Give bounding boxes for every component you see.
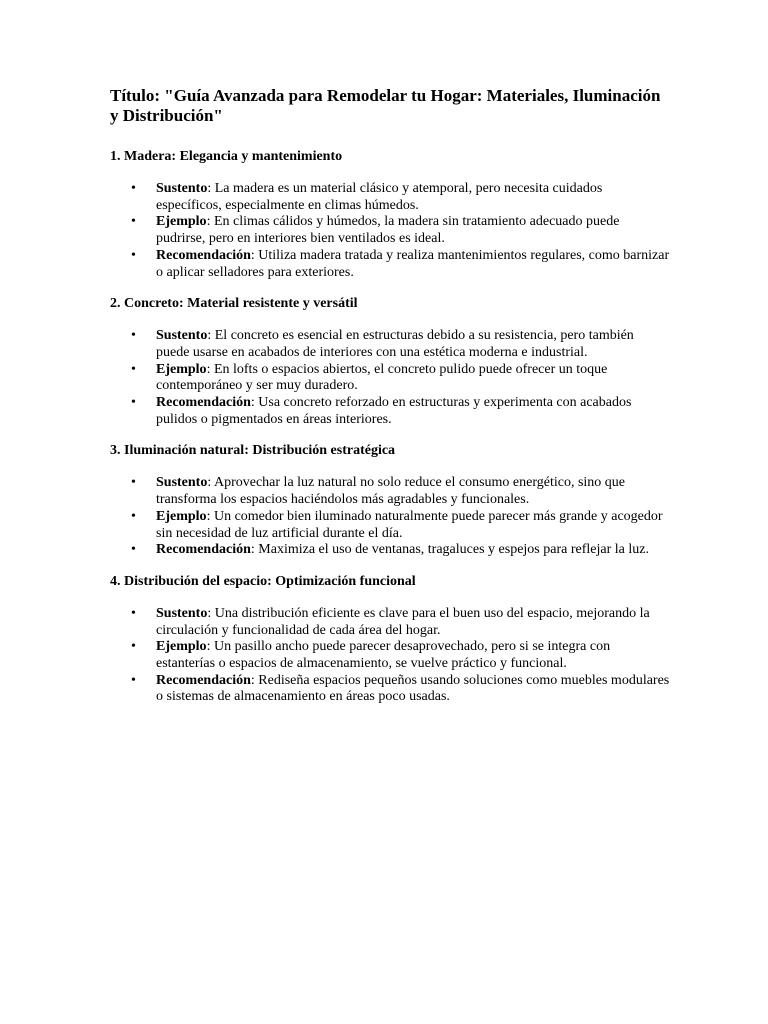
bullet-icon: •: [131, 639, 136, 655]
item-label: Sustento: [156, 181, 208, 196]
section-iluminacion: [110, 442, 670, 559]
bullet-list: [110, 328, 670, 428]
list-item: [110, 673, 670, 706]
item-text: : Aprovechar la luz natural no solo reduce el consumo energético, sino que transforma los espacios haciéndolos más agradables y funcionales.: [156, 475, 626, 508]
section-heading: 1. Madera: Elegancia y mantenimiento: [110, 149, 343, 164]
item-label: Recomendación: [156, 542, 251, 558]
list-item: [110, 214, 670, 247]
item-label: Ejemplo: [156, 361, 207, 377]
bullet-icon: •: [131, 542, 136, 558]
item-text: : Un pasillo ancho puede parecer desaprovechado, pero si se integra con estanterías o espacios de almacenamiento, se vuelve práctico y funcional.: [156, 639, 611, 672]
bullet-icon: •: [131, 247, 136, 263]
item-label: Ejemplo: [156, 639, 207, 655]
list-item: [110, 248, 670, 281]
section-madera: [110, 148, 670, 281]
bullet-icon: •: [131, 605, 136, 621]
item-text: : Utiliza madera tratada y realiza mantenimientos regulares, como barnizar o aplicar selladores para exteriores.: [156, 247, 670, 280]
section-heading: 4. Distribución del espacio: Optimización funcional: [110, 573, 416, 589]
list-item: [110, 542, 670, 559]
bullet-list: [110, 475, 670, 559]
bullet-icon: •: [131, 361, 136, 377]
item-text: : Rediseña espacios pequeños usando soluciones como muebles modulares o sistemas de almacenamiento en áreas poco usadas.: [156, 672, 670, 705]
item-label: Recomendación: [156, 395, 251, 411]
section-concreto: [110, 295, 670, 428]
bullet-icon: •: [131, 328, 136, 344]
item-label: Recomendación: [156, 247, 251, 263]
list-item: [110, 639, 670, 672]
item-text: : Una distribución eficiente es clave para el buen uso del espacio, mejorando la circulación y funcionalidad de cada área del hogar.: [156, 605, 650, 638]
item-text: : Un comedor bien iluminado naturalmente puede parecer más grande y acogedor sin necesidad de luz artificial durante el día.: [156, 508, 663, 541]
item-label: Ejemplo: [156, 214, 207, 230]
list-item: [110, 181, 670, 214]
item-label: Recomendación: [156, 672, 251, 688]
item-label: Sustento: [156, 605, 208, 621]
item-label: Ejemplo: [156, 508, 207, 524]
document-title: Título: "Guía Avanzada para Remodelar tu Hogar: Materiales, Iluminación y Distribución": [110, 86, 661, 125]
item-label: Sustento: [156, 328, 208, 344]
item-text: : Maximiza el uso de ventanas, tragaluces y espejos para reflejar la luz.: [250, 542, 649, 558]
section-heading: 3. Iluminación natural: Distribución estratégica: [110, 443, 396, 459]
bullet-icon: •: [131, 395, 136, 411]
list-item: [110, 362, 670, 395]
bullet-icon: •: [131, 214, 136, 230]
bullet-list: [110, 606, 670, 706]
section-distribucion: [110, 573, 670, 706]
item-text: : Usa concreto reforzado en estructuras y experimenta con acabados pulidos o pigmentados en áreas interiores.: [156, 395, 632, 427]
bullet-icon: •: [131, 672, 136, 688]
list-item: [110, 509, 670, 542]
item-text: : En climas cálidos y húmedos, la madera sin tratamiento adecuado puede pudrirse, pero en interiores bien ventilados es ideal.: [156, 214, 620, 247]
item-text: : La madera es un material clásico y atemporal, pero necesita cuidados específicos, especialmente en climas húmedos.: [156, 181, 603, 213]
list-item: [110, 606, 670, 639]
list-item: [110, 475, 670, 508]
bullet-icon: •: [131, 181, 136, 196]
bullet-icon: •: [131, 508, 136, 524]
bullet-list: [110, 181, 670, 281]
item-text: : En lofts o espacios abiertos, el concreto pulido puede ofrecer un toque contemporáneo y ser muy duradero.: [156, 361, 608, 394]
bullet-icon: •: [131, 475, 136, 491]
list-item: [110, 328, 670, 361]
item-text: : El concreto es esencial en estructuras debido a su resistencia, pero también puede usarse en acabados de interiores con una estética moderna e industrial.: [156, 328, 634, 360]
section-heading: 2. Concreto: Material resistente y versátil: [110, 296, 358, 312]
item-label: Sustento: [156, 475, 208, 491]
list-item: [110, 395, 670, 428]
document-page: [110, 86, 670, 720]
